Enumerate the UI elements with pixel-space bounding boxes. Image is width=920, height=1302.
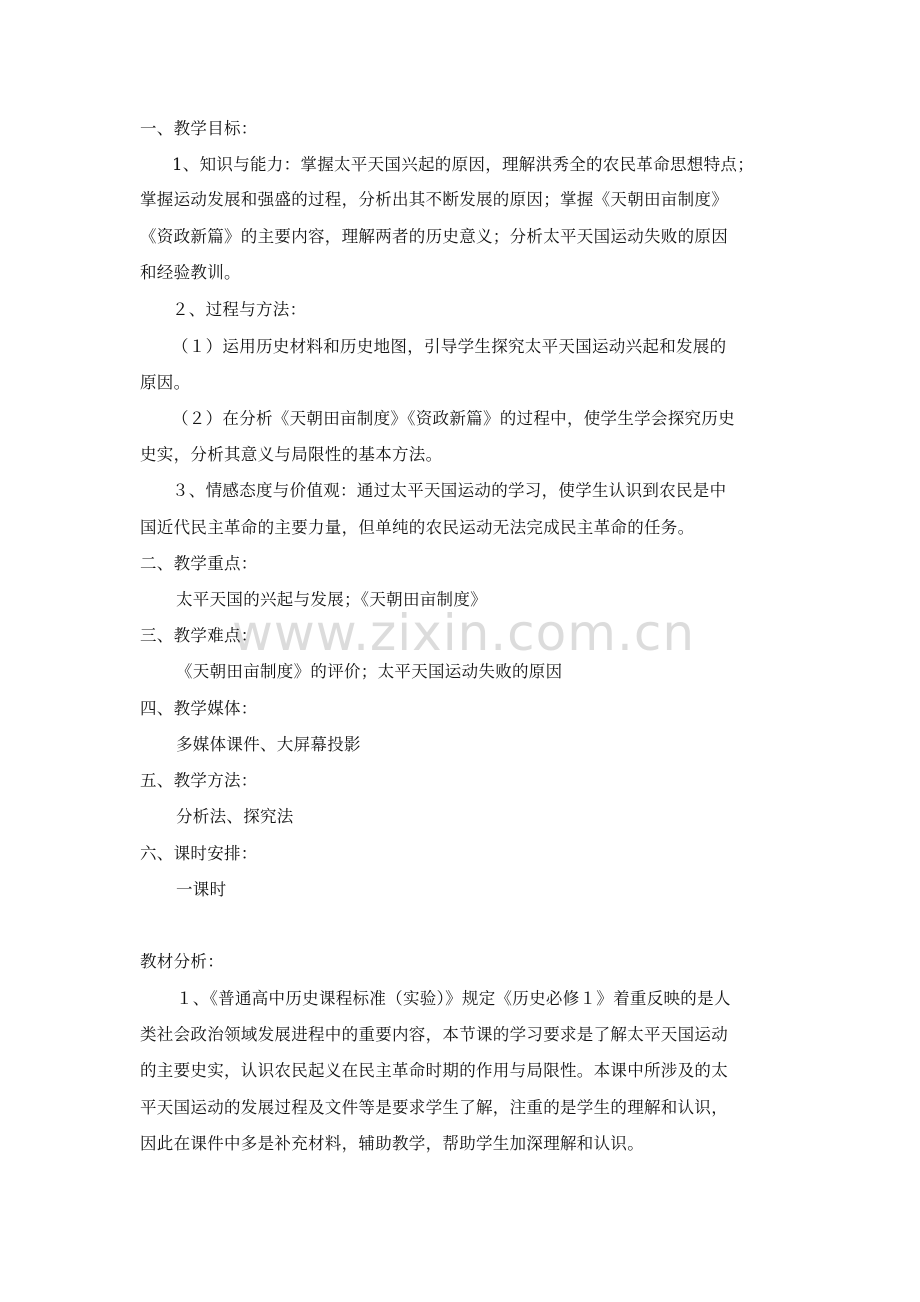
paragraph-line: 国近代民主革命的主要力量，但单纯的农民运动无法完成民主革命的任务。 (140, 518, 695, 537)
paragraph-line: 类社会政治领域发展进程中的重要内容，本节课的学习要求是了解太平天国运动 (140, 1025, 728, 1044)
paragraph-line: （２）在分析《天朝田亩制度》《资政新篇》的过程中，使学生学会探究历史 (172, 409, 735, 428)
paragraph-line: （１）运用历史材料和历史地图，引导学生探究太平天国运动兴起和发展的 (172, 337, 727, 356)
paragraph-line: 因此在课件中多是补充材料，辅助教学，帮助学生加深理解和认识。 (140, 1134, 644, 1153)
paragraph-line: 一课时 (176, 880, 227, 899)
section-heading-media: 四、教学媒体： (140, 699, 258, 718)
section-heading-difficulties: 三、教学难点： (140, 626, 258, 645)
section-heading-schedule: 六、课时安排： (140, 844, 258, 863)
paragraph-line: 掌握运动发展和强盛的过程，分析出其不断发展的原因；掌握《天朝田亩制度》 (140, 190, 728, 209)
watermark: www.zixin.com.cn (232, 604, 696, 662)
section-heading-key-points: 二、教学重点： (140, 554, 258, 573)
paragraph-line: 的主要史实，认识农民起义在民主革命时期的作用与局限性。本课中所涉及的太 (140, 1061, 728, 1080)
paragraph-line: 原因。 (140, 373, 191, 392)
paragraph-line: １、《普通高中历史课程标准（实验）》规定《历史必修１》着重反映的是人 (176, 989, 731, 1008)
paragraph-line: 史实，分析其意义与局限性的基本方法。 (140, 445, 443, 464)
paragraph-line: ３、情感态度与价值观：通过太平天国运动的学习，使学生认识到农民是中 (172, 481, 727, 500)
paragraph-line: ２、过程与方法： (172, 300, 307, 319)
paragraph-line: 太平天国的兴起与发展；《天朝田亩制度》 (176, 590, 487, 609)
paragraph-line: 《天朝田亩制度》的评价；太平天国运动失败的原因 (176, 662, 563, 681)
paragraph-line: 平天国运动的发展过程及文件等是要求学生了解，注重的是学生的理解和认识， (140, 1098, 728, 1117)
section-heading-objectives: 一、教学目标： (140, 119, 258, 138)
section-heading-methods: 五、教学方法： (140, 771, 258, 790)
section-heading-textbook-analysis: 教材分析： (140, 952, 224, 971)
paragraph-line: 《资政新篇》的主要内容，理解两者的历史意义；分析太平天国运动失败的原因 (140, 227, 728, 246)
paragraph-line: 多媒体课件、大屏幕投影 (176, 735, 361, 754)
paragraph-line: 分析法、探究法 (176, 807, 294, 826)
paragraph-line: 1、知识与能力：掌握太平天国兴起的原因，理解洪秀全的农民革命思想特点； (172, 155, 754, 174)
paragraph-line: 和经验教训。 (140, 263, 241, 282)
